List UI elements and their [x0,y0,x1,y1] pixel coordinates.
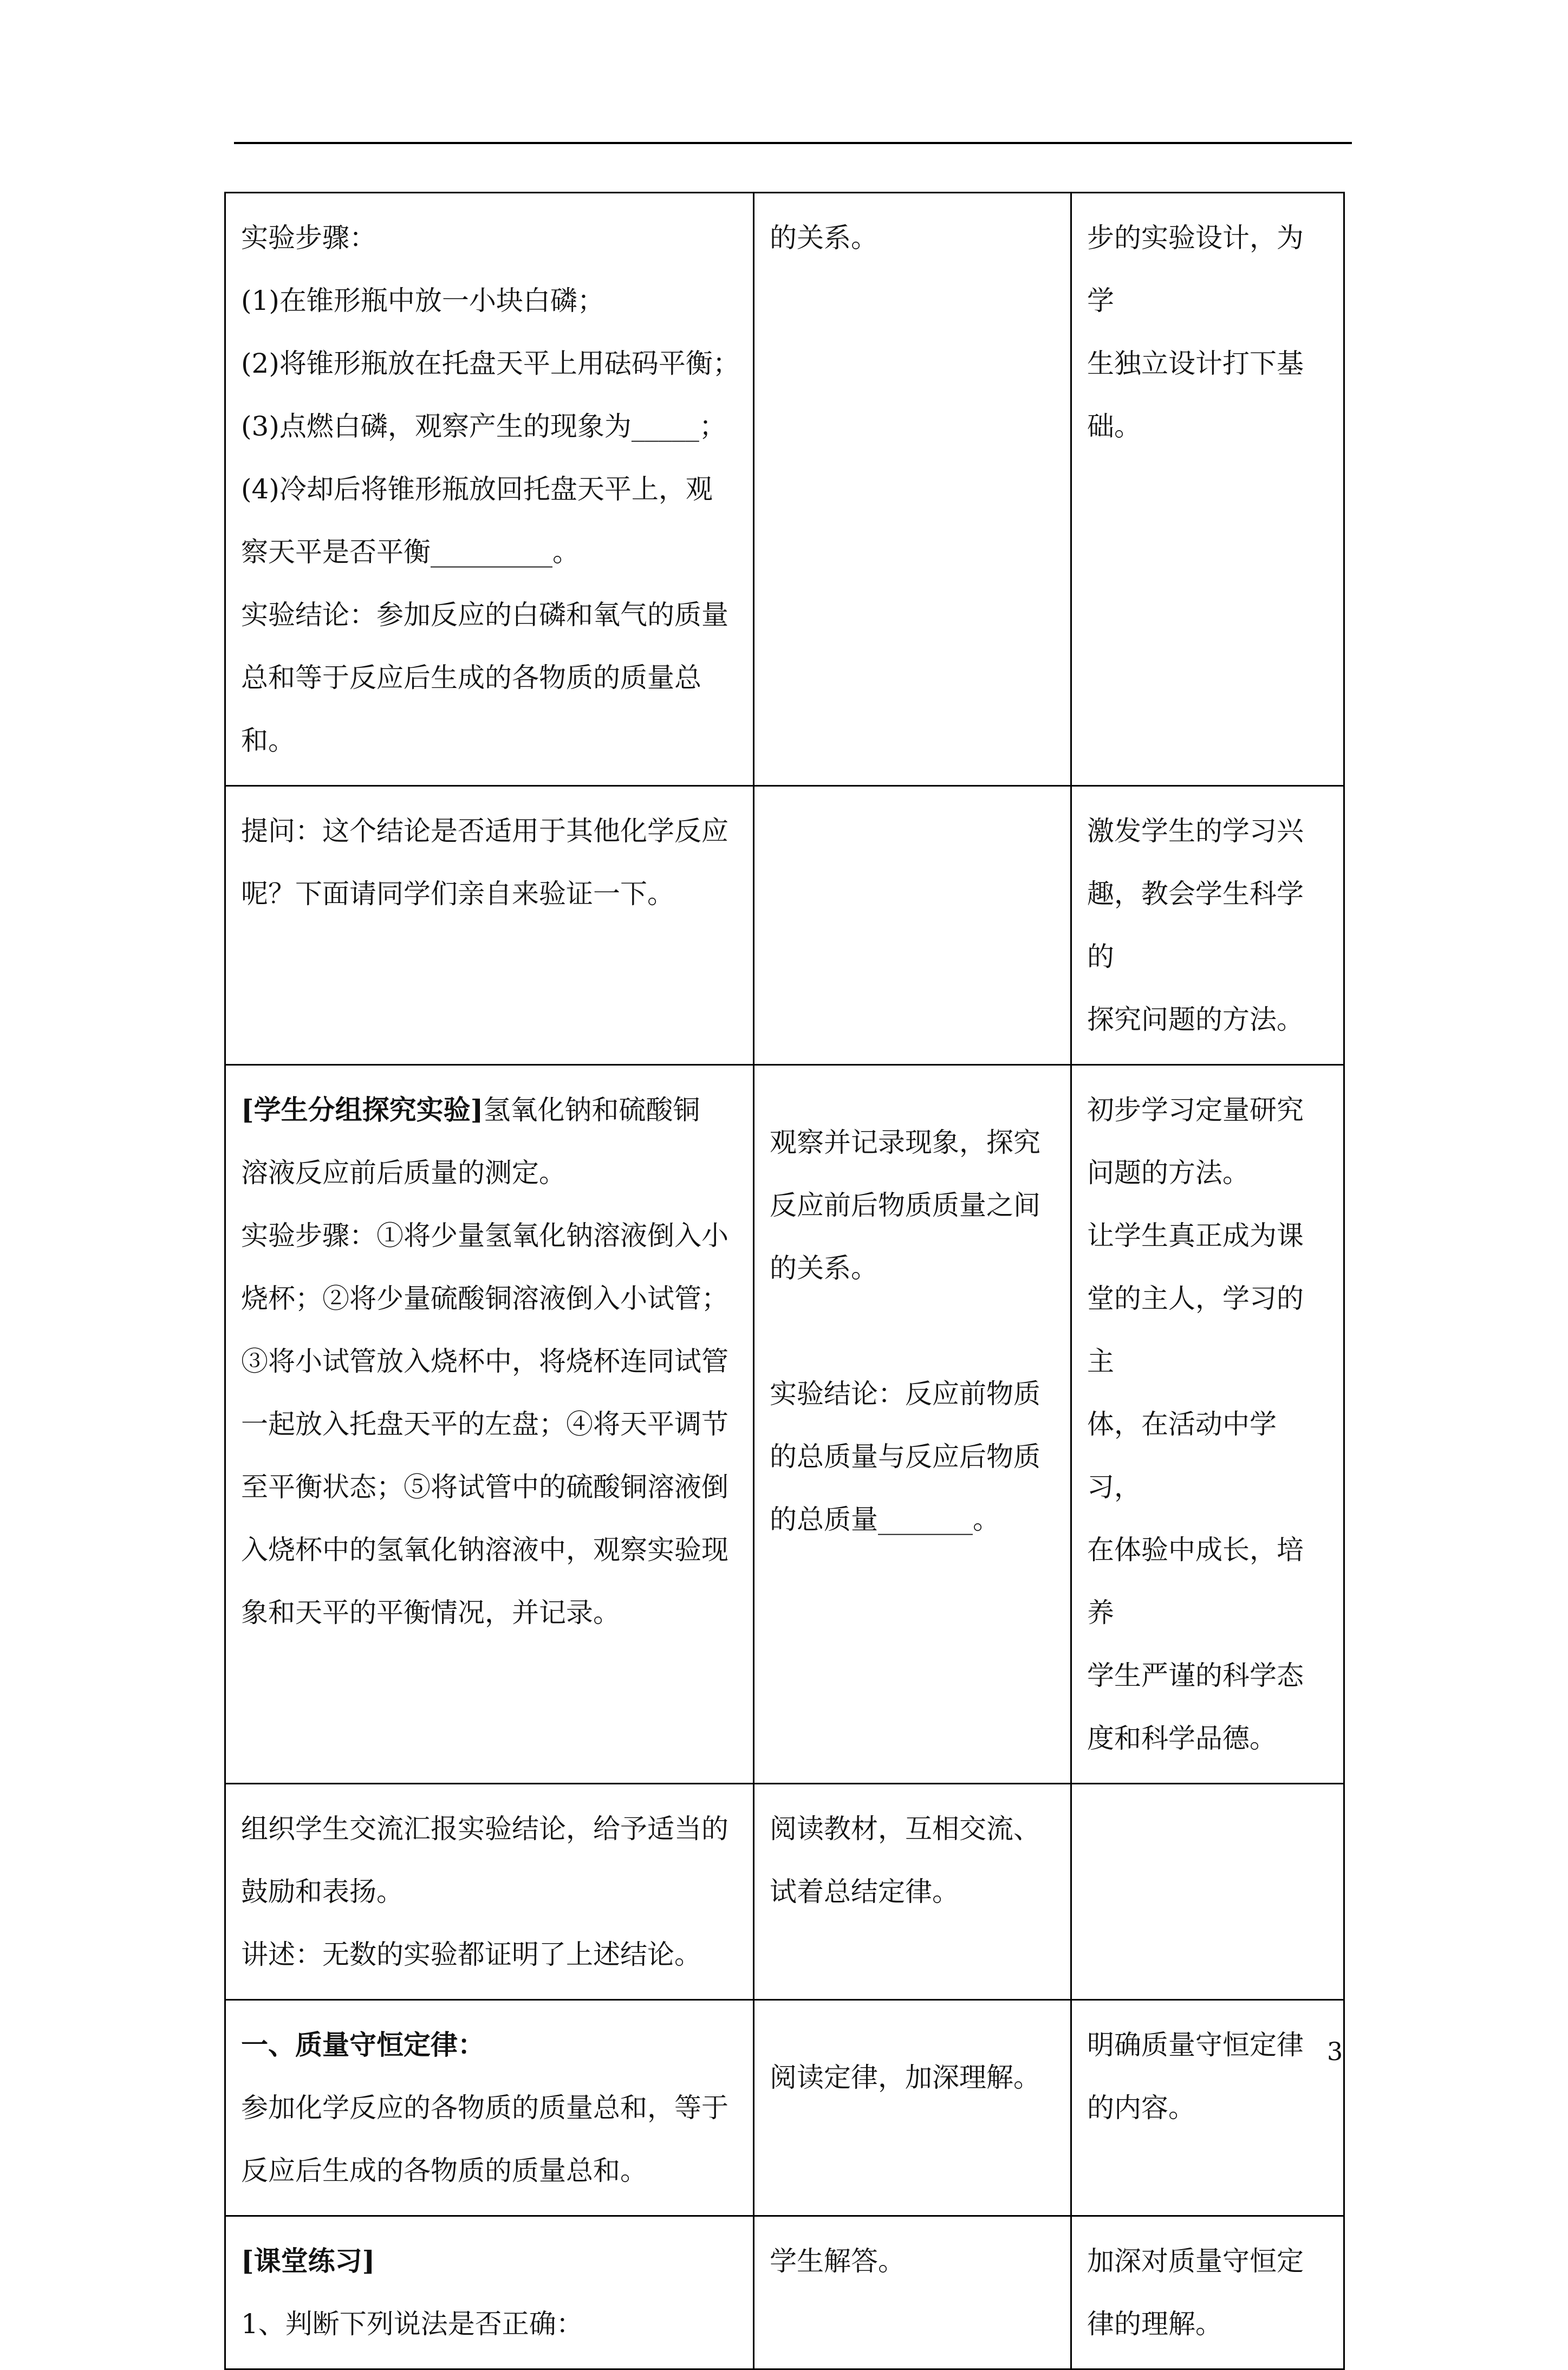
teacher-activity-cell [225,193,754,786]
teacher-activity-cell [225,2216,754,2369]
cell-line: 实验步骤： [241,222,376,254]
cell-line: 律的理解。 [1087,2308,1222,2340]
cell-line: 的关系。 [770,1252,878,1284]
student-activity-cell [754,2000,1071,2216]
cell-line: 总和等于反应后生成的各物质的质量总 [241,662,701,693]
student-activity-cell [754,193,1071,786]
design-intent-cell [1071,2000,1344,2216]
cell-line: 反应后生成的各物质的质量总和。 [241,2155,647,2186]
bold-heading: [课堂练习] [241,2245,375,2277]
table-row [225,2000,1344,2216]
cell-line: ③将小试管放入烧杯中，将烧杯连同试管 [241,1346,728,1377]
design-intent-cell [1071,1065,1344,1784]
cell-line: 组织学生交流汇报实验结论，给予适当的 [241,1813,728,1845]
table-row [225,1784,1344,2000]
student-activity-cell [754,786,1071,1065]
cell-line: 察天平是否平衡_________。 [241,536,580,568]
cell-line: 学生解答。 [770,2245,905,2277]
table-row [225,193,1344,786]
cell-line: 问题的方法。 [1087,1157,1250,1189]
cell-line: (2)将锥形瓶放在托盘天平上用砝码平衡； [241,348,740,379]
cell-line: 础。 [1087,411,1141,442]
cell-line: 一起放入托盘天平的左盘；④将天平调节 [241,1408,728,1440]
bold-heading: 一、质量守恒定律： [241,2029,485,2061]
spacer [770,1300,1057,1362]
cell-line: 学生严谨的科学态 [1087,1660,1304,1691]
cell-line: 和。 [241,725,295,756]
cell-line: 探究问题的方法。 [1087,1004,1304,1035]
student-activity-cell [754,1065,1071,1784]
cell-line [241,1079,740,1141]
teacher-activity-cell [225,786,754,1065]
cell-line: 阅读定律，加深理解。 [770,2062,1040,2093]
cell-line: 实验结论：反应前物质 [770,1378,1040,1410]
cell-line: 的总质量与反应后物质 [770,1441,1040,1472]
table-row [225,2216,1344,2369]
cell-line: 鼓励和表扬。 [241,1876,404,1907]
cell-line: 的关系。 [770,222,878,254]
cell-line: 度和科学品德。 [1087,1723,1277,1754]
student-activity-cell [754,2216,1071,2369]
heading-rest: 氢氧化钠和硫酸铜 [483,1094,700,1126]
cell-line: 在体验中成长，培养 [1087,1534,1304,1628]
teacher-activity-cell [225,1065,754,1784]
cell-line: 实验结论：参加反应的白磷和氧气的质量 [241,599,728,631]
cell-line: 试着总结定律。 [770,1876,959,1907]
teacher-activity-cell [225,1784,754,2000]
cell-line: 烧杯；②将少量硫酸铜溶液倒入小试管； [241,1283,728,1314]
teacher-activity-cell [225,2000,754,2216]
design-intent-cell [1071,193,1344,786]
cell-line: 体，在活动中学习， [1087,1408,1277,1503]
page-number: 3 [1327,2037,1343,2066]
student-activity-cell [754,1784,1071,2000]
cell-line: 趣，教会学生科学的 [1087,878,1304,972]
cell-line: 实验步骤：①将少量氢氧化钠溶液倒入小 [241,1220,728,1251]
cell-line: 讲述：无数的实验都证明了上述结论。 [241,1939,701,1970]
cell-line: 明确质量守恒定律 [1087,2029,1304,2061]
cell-line: 象和天平的平衡情况，并记录。 [241,1597,620,1628]
bold-heading: [学生分组探究实验] [241,1094,484,1126]
cell-line: (1)在锥形瓶中放一小块白磷； [241,285,604,316]
cell-line: 观察并记录现象，探究 [770,1127,1040,1158]
table-row [225,786,1344,1065]
cell-line: 反应前后物质质量之间 [770,1190,1040,1221]
cell-line: (3)点燃白磷，观察产生的现象为_____； [241,411,726,442]
cell-line: 入烧杯中的氢氧化钠溶液中，观察实验现 [241,1534,728,1566]
cell-line: 的内容。 [1087,2092,1195,2124]
cell-line: 参加化学反应的各物质的质量总和，等于 [241,2092,728,2124]
cell-line: 1、判断下列说法是否正确： [241,2308,583,2340]
cell-line: 生独立设计打下基 [1087,348,1304,379]
cell-line: 溶液反应前后质量的测定。 [241,1157,566,1189]
cell-line: 呢？下面请同学们亲自来验证一下。 [241,878,674,910]
design-intent-cell [1071,2216,1344,2369]
cell-line: 让学生真正成为课 [1087,1220,1304,1251]
table-row [225,1065,1344,1784]
cell-line: 堂的主人，学习的主 [1087,1283,1304,1377]
cell-line: 提问：这个结论是否适用于其他化学反应 [241,815,728,847]
cell-line: 至平衡状态；⑤将试管中的硫酸铜溶液倒 [241,1471,728,1503]
lesson-plan-table [224,192,1345,2370]
cell-line: (4)冷却后将锥形瓶放回托盘天平上，观 [241,473,713,505]
cell-line: 初步学习定量研究 [1087,1094,1304,1126]
cell-line: 激发学生的学习兴 [1087,815,1304,847]
cell-line: 阅读教材，互相交流、 [770,1813,1040,1845]
cell-line: 步的实验设计，为学 [1087,222,1304,316]
design-intent-cell [1071,1784,1344,2000]
cell-line: 的总质量_______。 [770,1504,1000,1535]
cell-line: 加深对质量守恒定 [1087,2245,1304,2277]
design-intent-cell [1071,786,1344,1065]
header-rule [234,142,1352,144]
